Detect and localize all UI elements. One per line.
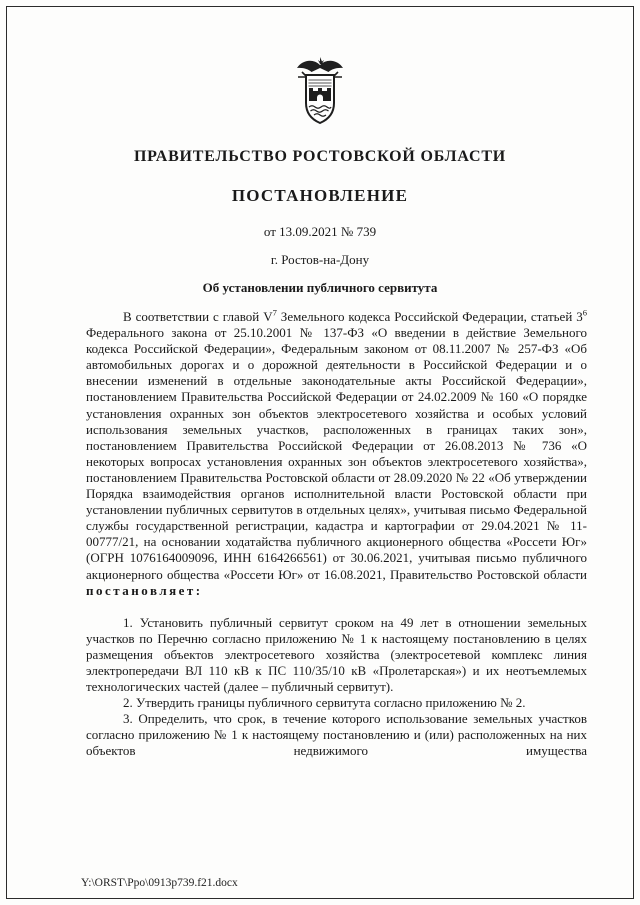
- coat-of-arms: [7, 55, 633, 135]
- city-line: г. Ростов-на-Дону: [270, 252, 370, 267]
- paragraph: В соответствии с главой $V^7$ Земельного кодекса Российской Федерации, статьей $3^6$ Федерального закона от 25.10.2001 № 137-ФЗ «О введении в действие Земельного кодекса Российской Федерации», Федеральным законом от 08.11.2007 № 257-ФЗ «Об автомобильных дорогах и о дорожной деятельности в Российской Федерации и о внесении изменений в отдельные законодательные акты Российской Федерации», постановлением Правительства Российской Федерации от 24.02.2009 № 160 «О порядке установления охранных зон объектов электросетевого хозяйства и особых условий использования земельных участков, расположенных в границах таких зон», постановлением Правительства Российской Федерации от 26.08.2013 № 736 «О некоторых вопросах установления охранных зон объектов электросетевого хозяйства», постановлением Правительства Ростовской области от 28.09.2020 № 22 «Об утверждении Порядка взаимодействия органов исполнительной власти Ростовской области при установлении публичных сервитутов в отдельных целях», учитывая письмо Федеральной службы государственной регистрации, кадастра и картографии от 29.04.2021 № 11-00777/21, на основании ходатайства публичного акционерного общества «Россети Юг» (ОГРН 1076164009096, ИНН 6164266561) от 30.06.2021, учитывая письмо публичного акционерного общества «Россети Юг» от 16.08.2021, Правительство Ростовской области постановляет:: [86, 307, 587, 598]
- page-border: [6, 6, 634, 899]
- paragraph: 1. Установить публичный сервитут сроком на 49 лет в отношении земельных участков по Перечню согласно приложению № 1 к настоящему постановлению в целях размещения объектов электросетевого хозяйства (электросетевой комплекс линия электропередачи ВЛ 110 кВ к ПС 110/35/10 кВ «Пролетарская») и их неотъемлемых технологических частей (далее – публичный сервитут).: [86, 614, 587, 695]
- paragraph: 3. Определить, что срок, в течение которого использование земельных участков согласно приложению № 1 к настоящему постановлению и (или) расположенных на них объектов недвижимого имущества: [86, 711, 587, 759]
- file-path: Y:\ORST\Ppo\0913p739.f21.docx: [81, 877, 238, 889]
- document-subject: Об установлении публичного сервитута: [202, 280, 438, 295]
- authority-name: ПРАВИТЕЛЬСТВО РОСТОВСКОЙ ОБЛАСТИ: [133, 148, 507, 165]
- date-number-line: от 13.09.2021 № 739: [263, 224, 377, 239]
- document-type-title: ПОСТАНОВЛЕНИЕ: [231, 186, 409, 205]
- document-body: [86, 309, 587, 760]
- paragraph: 2. Утвердить границы публичного сервитута согласно приложению № 2.: [123, 695, 526, 711]
- rostov-coat-of-arms-icon: [291, 55, 349, 135]
